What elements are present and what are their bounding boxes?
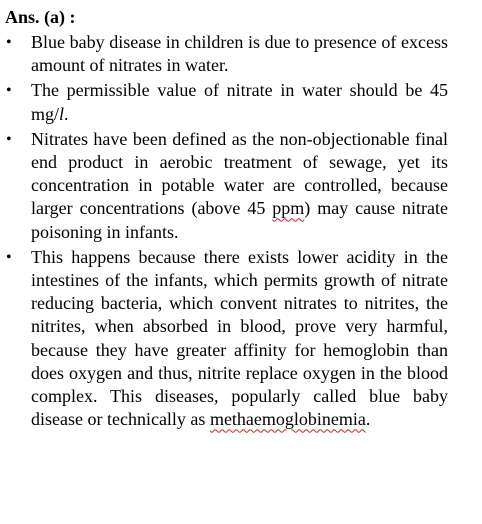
answer-heading: Ans. (a) : bbox=[5, 7, 76, 27]
list-item-text: The permissible value of nitrate in water should be 45 mg/ bbox=[31, 80, 448, 124]
bullet-list bbox=[0, 31, 482, 433]
bullet-icon: • bbox=[6, 130, 12, 148]
list-item-text: This happens because there exists lower acidity in the intestines of the infants, which permits growth of nitrate reducing bacteria, which convent nitrates to nitrites, the nitrites, when absorbed in blood, prove very harmful, because they have greater affinity for hemoglobin than does oxygen and thus, nitrite replace oxygen in the blood complex. This diseases, popularly called blue baby disease or technically as bbox=[31, 246, 448, 430]
list-item bbox=[0, 79, 448, 125]
list-item bbox=[0, 31, 448, 77]
list-item-text-end: ) may cause nitrate poisoning in infants. bbox=[31, 198, 449, 242]
list-item-text-end: . bbox=[64, 103, 69, 124]
unit-italic: l bbox=[59, 103, 65, 124]
list-item-text-end: . bbox=[365, 409, 371, 430]
list-item-text: Nitrates have been defined as the non-objectionable final end product in aerobic treatment of sewage, yet its concentration in potable water are controlled, because larger concentrations (above 45 bbox=[31, 128, 448, 219]
list-item bbox=[0, 128, 448, 244]
spellcheck-flagged-word: methaemoglobinemia bbox=[209, 409, 366, 430]
bullet-icon: • bbox=[6, 34, 12, 51]
bullet-icon: • bbox=[6, 82, 12, 100]
bullet-icon: • bbox=[6, 248, 12, 266]
spellcheck-flagged-word: ppm bbox=[272, 198, 305, 219]
list-item-text: Blue baby disease in children is due to presence of excess amount of nitrates in water. bbox=[31, 32, 448, 76]
list-item bbox=[0, 246, 448, 432]
